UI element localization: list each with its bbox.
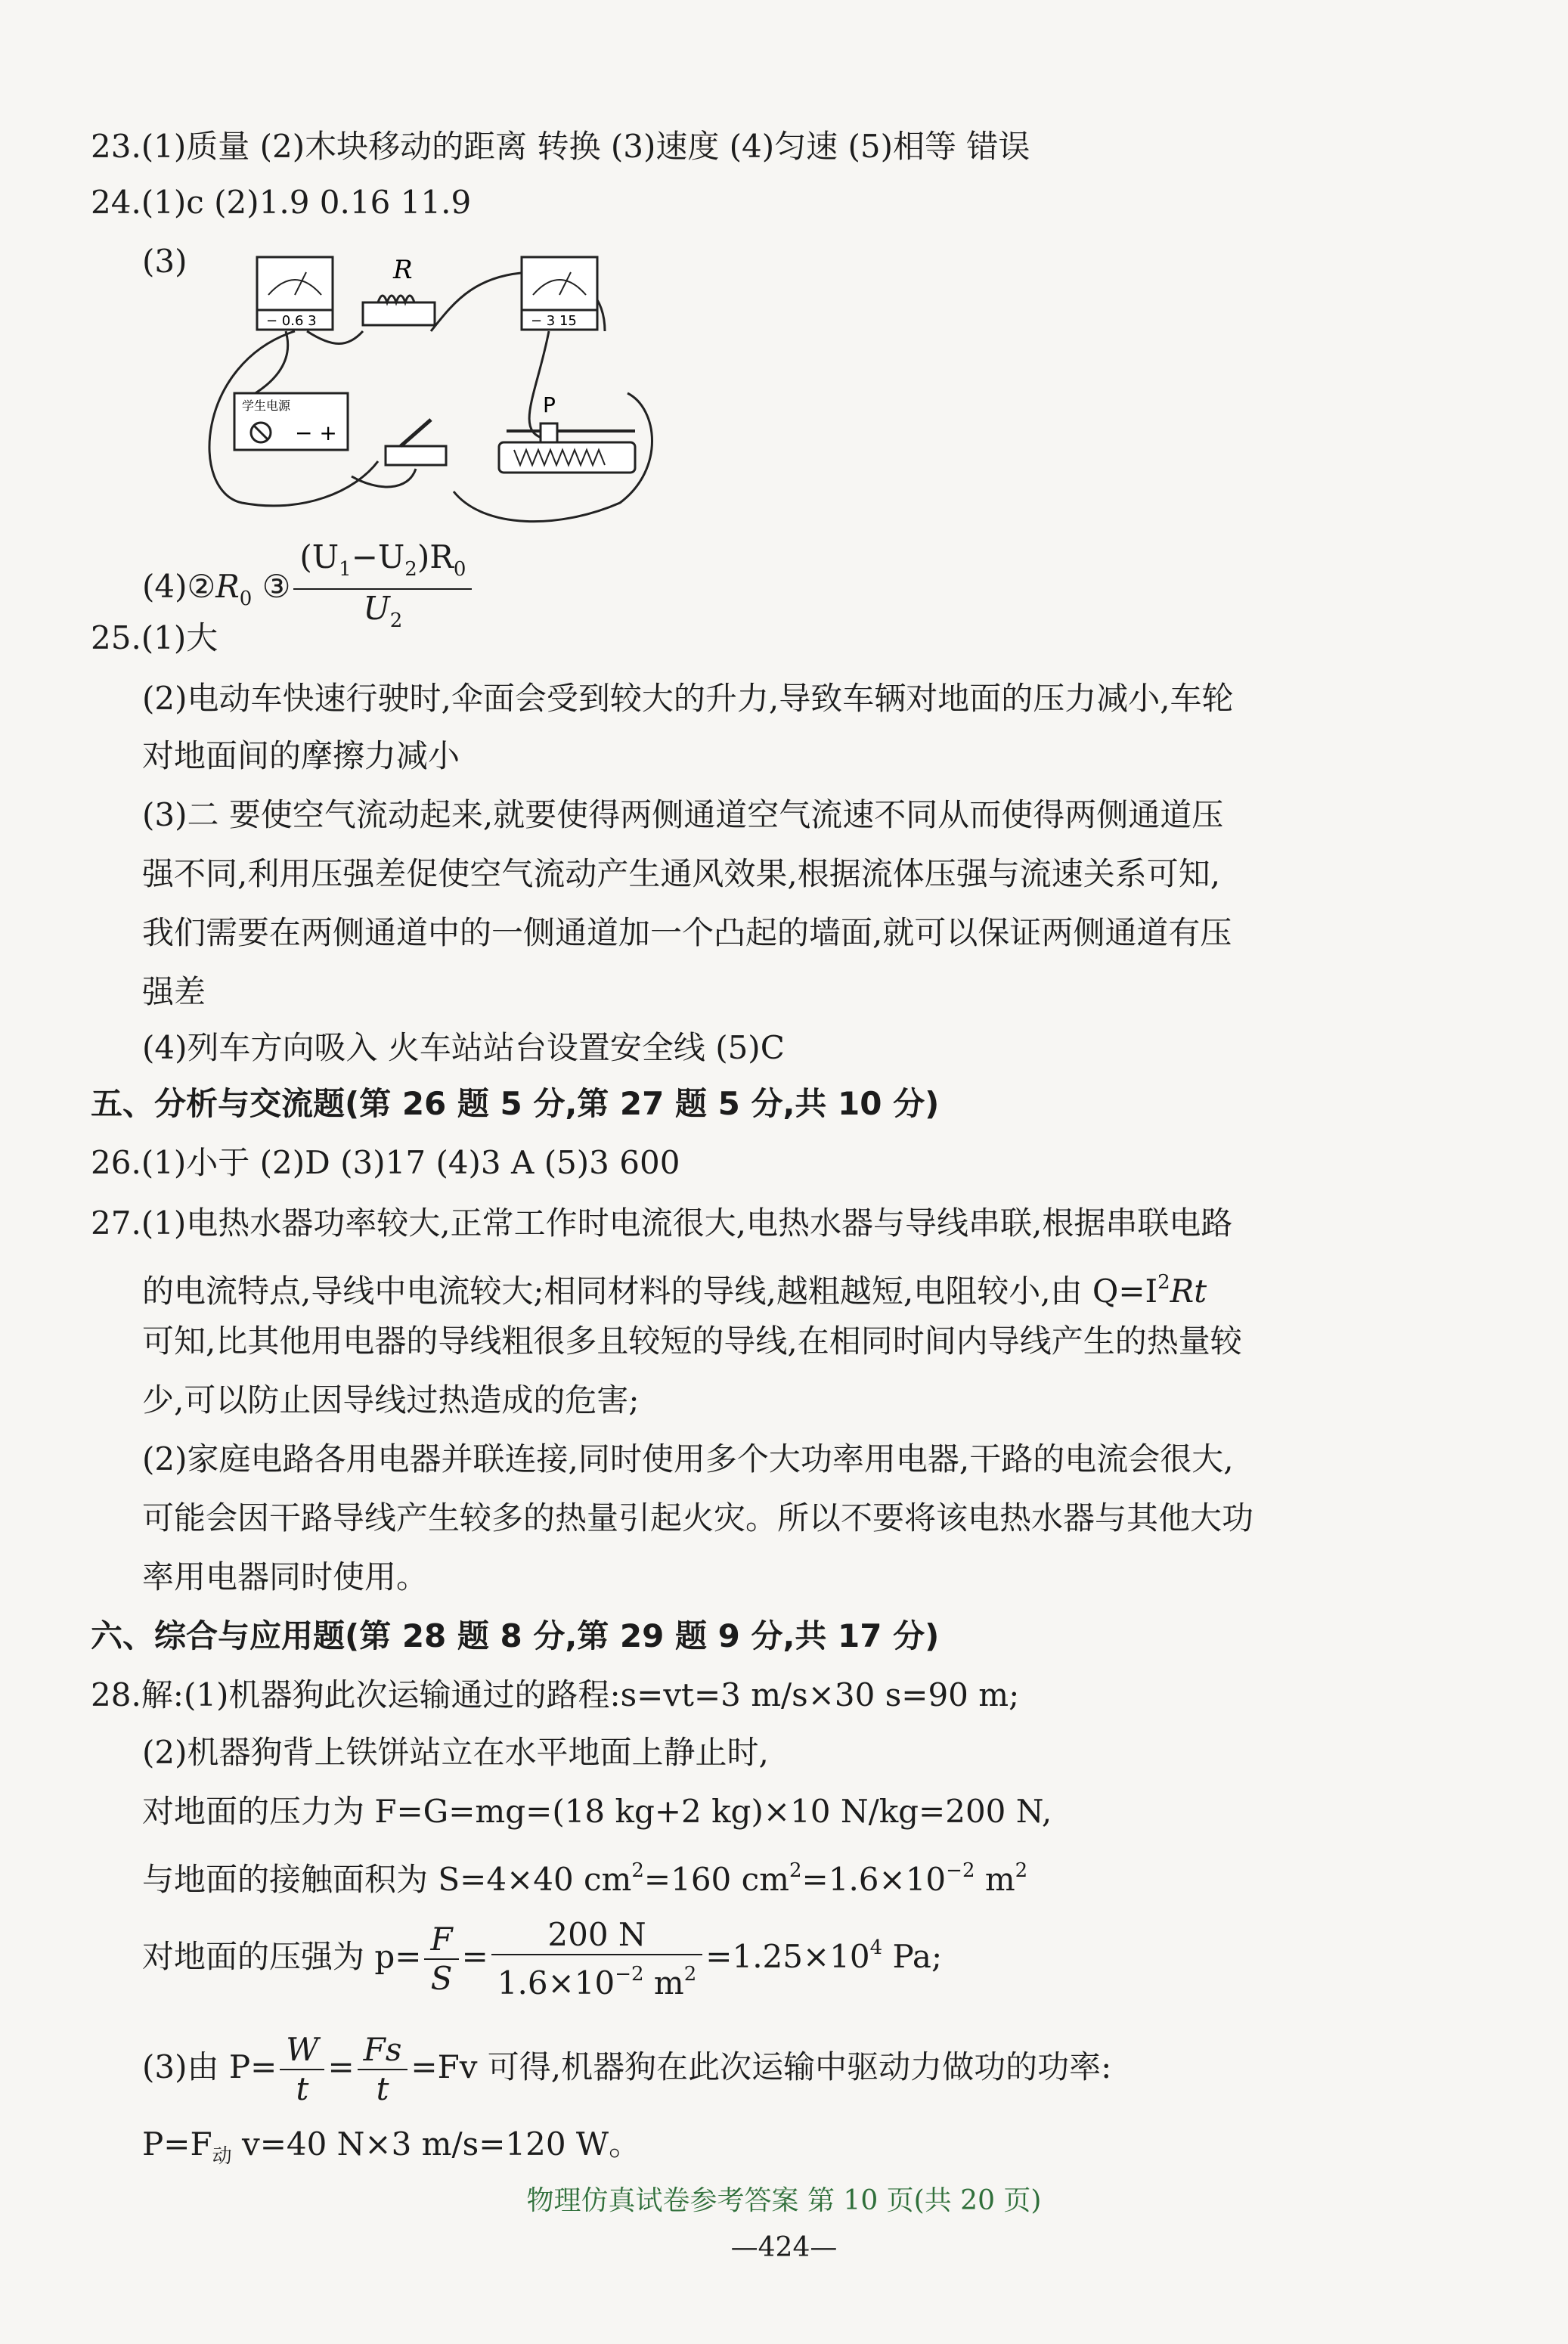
q27-part2-line1: (2)家庭电路各用电器并联连接,同时使用多个大功率用电器,干路的电流会很大, [142,1440,1234,1477]
q28-line4: 与地面的接触面积为 S=4×40 $cm^2=160$ $cm^2=1.6\times 10^{-2}$ $m^2$ [142,1859,1028,1898]
power-fraction-wt: $\frac{W}{t}$ [280,2031,324,2108]
rheostat-slider [541,423,557,442]
power-supply [234,393,348,450]
q25-part2-line2: 对地面间的摩擦力减小 [142,737,460,774]
q25-part3-line1: (3)二 要使空气流动起来,就要使得两侧通道空气流速不同从而使得两侧通道压 [142,796,1224,833]
q27-part1-line3: 可知,比其他用电器的导线粗很多且较短的导线,在相同时间内导线产生的热量较 [142,1322,1242,1360]
q24-fraction [293,538,472,640]
q28-line7: $P=F_动$ v=40 N×3 m/s=120 W。 [142,2125,641,2168]
page-footer: 物理仿真试卷参考答案 第 10 页(共 20 页) [526,2185,1042,2216]
voltmeter [522,257,597,330]
rheostat [499,392,635,473]
q27-part1-line4: 少,可以防止因导线过热造成的危害; [142,1381,640,1418]
switch-lever [401,420,431,446]
switch [386,420,446,465]
page-number: —424— [730,2232,838,2263]
wire [307,331,363,344]
q24-answer-line1: 24.(1)c (2)1.9 0.16 11.9 [91,184,472,221]
switch-base [386,446,446,465]
q28-line6: (3)由 P= $\frac{W}{t}$ = $\frac{Fs}{t}$ =Fv 可得,机器狗在此次运输中驱动力做功的功率: [142,2031,1112,2107]
pressure-fraction-values: $\frac{200 N}{1.6\times 10^{-2} m^2}$ [491,1916,703,2002]
ammeter-body [257,257,333,310]
q26-answer: 26.(1)小于 (2)D (3)17 (4)3 A (5)3 600 [91,1144,680,1181]
q24-fraction-numerator: $(U_1-U_2)R_0$ [293,538,472,590]
q28-line1: 28.解:(1)机器狗此次运输通过的路程:s=vt=3 m/s×30 s=90 m; [91,1676,1020,1713]
power-supply-terminals: − + [295,420,337,445]
resistor-base [363,302,435,325]
q27-part2-line2: 可能会因干路导线产生较多的热量引起火灾。所以不要将该电热水器与其他大功 [142,1499,1254,1536]
wire [242,331,288,401]
q28-line5: 对地面的压强为 p= $\frac{F}{S}$ = $\frac{200 N}{1.6\times 10^{-2} m^2}$ $=1.25\times 10^4$ Pa; [142,1916,943,2001]
circuit-diagram [181,242,711,529]
q24-part4-prefix: (4)② [142,568,216,605]
section-6-heading: 六、综合与应用题(第 28 题 8 分,第 29 题 9 分,共 17 分) [91,1617,940,1654]
r0-subscript: 0 [239,588,253,610]
power-fraction-fst: $\frac{Fs}{t}$ [358,2031,408,2108]
q27-part1-line1: 27.(1)电热水器功率较大,正常工作时电流很大,电热水器与导线串联,根据串联电路 [91,1205,1233,1242]
r0-symbol: R [215,568,240,605]
power-supply-label: 学生电源 [242,398,291,413]
q25-part1: 25.(1)大 [91,619,218,656]
ammeter [257,257,333,330]
q25-part3-line3: 我们需要在两侧通道中的一侧通道加一个凸起的墙面,就可以保证两侧通道有压 [142,914,1232,951]
q25-part3-line4: 强差 [142,973,206,1010]
ammeter-scale-label: − 0.6 3 [266,313,317,329]
q28-line3: 对地面的压力为 F=G=mg=(18 kg+2 kg)×10 N/kg=200 N, [142,1793,1052,1830]
section-5-heading: 五、分析与交流题(第 26 题 5 分,第 27 题 5 分,共 10 分) [91,1085,940,1122]
q24-part3-label: (3) [142,243,187,280]
rheostat-slider-label: P [543,392,556,417]
resistor-label: R [393,255,413,285]
q25-part3-line2: 强不同,利用压强差促使空气流动产生通风效果,根据流体压强与流速关系可知, [142,855,1221,892]
q25-part2-line1: (2)电动车快速行驶时,伞面会受到较大的升力,导致车辆对地面的压力减小,车轮 [142,680,1234,717]
q24-fraction-denominator: $U_2$ [363,590,403,632]
q25-part4: (4)列车方向吸入 火车站站台设置安全线 (5)C [142,1029,785,1066]
voltmeter-scale-label: − 3 15 [531,313,577,329]
q24-part4-mid: ③ [262,568,291,605]
q27-part2-line3: 率用电器同时使用。 [142,1558,429,1595]
voltmeter-body [522,257,597,310]
q28-line2: (2)机器狗背上铁饼站立在水平地面上静止时, [142,1734,769,1771]
pressure-fraction-fs: $\frac{F}{S}$ [424,1921,458,1998]
resistor [363,255,435,325]
q23-answer: 23.(1)质量 (2)木块移动的距离 转换 (3)速度 (4)匀速 (5)相等 错误 [91,128,1030,165]
rheostat-body [499,442,635,473]
q27-part1-line2: 的电流特点,导线中电流较大;相同材料的导线,越粗越短,电阻较小,由 $Q=I^2Rt$ [142,1271,1207,1310]
